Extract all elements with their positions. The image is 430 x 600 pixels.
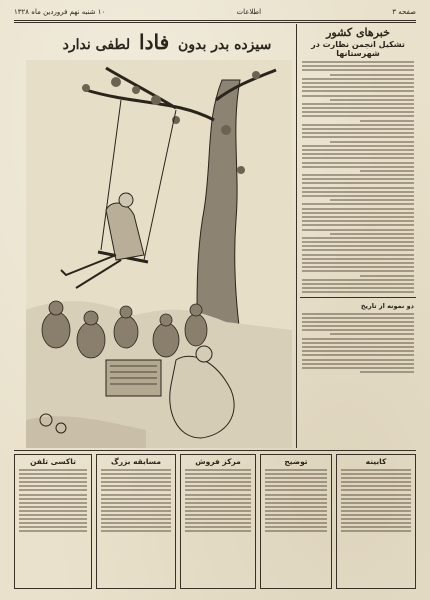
ad-column-4 [260, 454, 332, 589]
column-subtitle: تشکیل انجمن نظارت در شهرستانها [311, 40, 405, 58]
swing-illustration [26, 60, 292, 448]
article-body [300, 61, 416, 293]
ad-column-2 [96, 454, 176, 589]
headline-brand: فادا [139, 30, 170, 54]
article-body-2 [300, 313, 416, 374]
header-rule [14, 20, 416, 21]
column-title: خبرهای کشور [326, 26, 390, 39]
ad-title-2: مسابقه بزرگ [111, 457, 161, 466]
section-rule [300, 297, 416, 298]
illustration-headline [52, 30, 282, 54]
ad-column-1 [14, 454, 92, 589]
ad-column-5 [336, 454, 416, 589]
headline-part-1: سیزده بدر بدون [178, 37, 272, 53]
header-rule-double [14, 22, 416, 23]
issue-date: ۱۰ شنبه نهم فروردین ماه ۱۳۲۸ [14, 8, 106, 16]
masthead: اطلاعات [236, 8, 262, 16]
ad-column-3 [180, 454, 256, 589]
ad-title-4: توضیح [284, 457, 308, 466]
bottom-section-rule [14, 450, 416, 451]
column-divider-main [296, 24, 297, 448]
ad-title-5: کابینه [365, 457, 387, 466]
headline-part-2: لطفی ندارد [62, 37, 131, 53]
ad-title-3: مرکز فروش [195, 457, 241, 466]
news-column [300, 26, 416, 446]
page-header [14, 6, 416, 18]
section-heading: دو نمونه از تاریخ [360, 302, 414, 311]
ad-title-1: تاکسی تلفن [30, 457, 76, 466]
page-number: صفحه ۳ [392, 8, 416, 16]
